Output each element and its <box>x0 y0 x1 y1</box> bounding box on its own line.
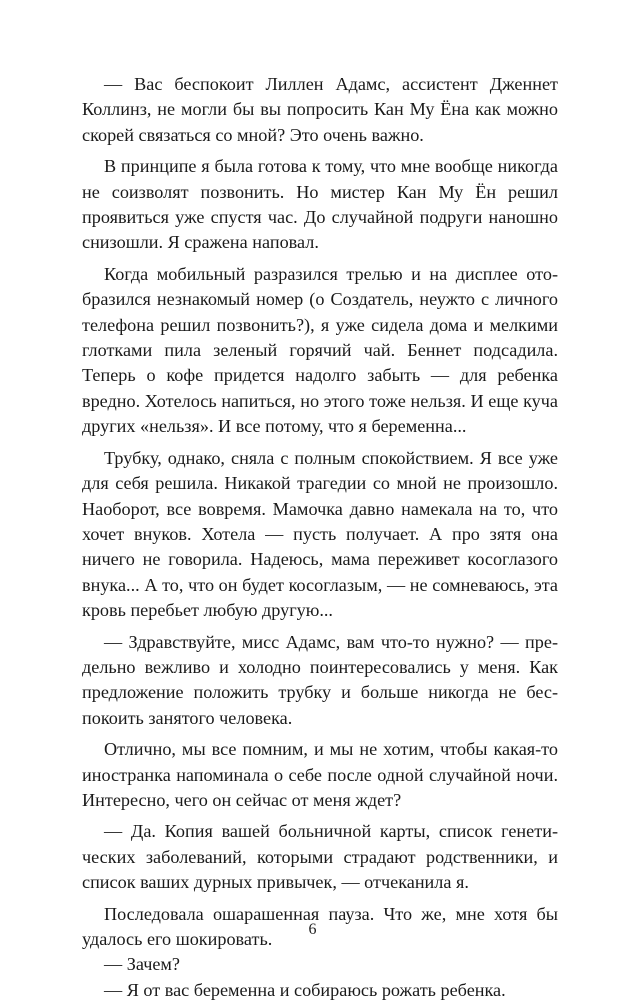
paragraph-10: — Я от вас беременна и собираюсь рожать ребенка. <box>104 979 506 1000</box>
paragraph-4: Трубку, однако, сняла с полным спокойствием. Я все уже для себя решила. Никакой трагедии со мной не произошло. Наоборот, все вовремя. Мамочка давно намекала на то, что хочет внуков. Хотела — пусть получает. А про зятя она ничего не говорила. Надеюсь, мама переживет косоглазого внука... А то, что он будет косоглазым, — не сомневаюсь, эта кровь перебьет любую другую... <box>82 447 558 621</box>
paragraph-8: Последовала ошарашенная пауза. Что же, мне хотя бы удалось его шокировать. <box>82 903 558 949</box>
paragraph-1: — Вас беспокоит Лиллен Адамс, ассистент Дженнет Коллинз, не могли бы вы попросить Кан Му Ёна как можно скорей связаться со мной? Это очень важно. <box>82 74 558 145</box>
page-body <box>82 72 558 1003</box>
paragraph-3: Когда мобильный разразился трелью и на дисплее отобразился незнакомый номер (о Создатель, неужто с личного телефона решил позвонить?), я уже сидела дома и мелкими глотками пила зеленый горячий чай. Беннет подсадила. Теперь о кофе придется надолго забыть — для ребенка вредно. Хотелось напиться, но этого тоже нельзя. И еще куча других «нельзя». И все потому, что я беременна... <box>82 263 558 437</box>
paragraph-9: — Зачем? <box>104 954 180 975</box>
paragraph-2: В принципе я была готова к тому, что мне вообще никогда не соизволят позвонить. Но мистер Кан Му Ён решил проявиться уже спустя час. До случайной подруги наношно снизошли. Я сражена наповал. <box>82 156 558 253</box>
page-number: 6 <box>308 921 317 938</box>
paragraph-6: Отлично, мы все помним, и мы не хотим, чтобы какая-то иностранка напоминала о себе после одной случайной ночи. Интересно, чего он сейчас от меня ждет? <box>82 739 558 810</box>
paragraph-7: — Да. Копия вашей больничной карты, список генетических заболеваний, которыми страдают родственники, и список ваших дурных привычек, — отчеканила я. <box>82 821 558 893</box>
paragraph-5: — Здравствуйте, мисс Адамс, вам что-то нужно? — предельно вежливо и холодно поинтересовались у меня. Как предложение положить трубку и больше никогда не беспокоить занятого человека. <box>82 631 558 728</box>
